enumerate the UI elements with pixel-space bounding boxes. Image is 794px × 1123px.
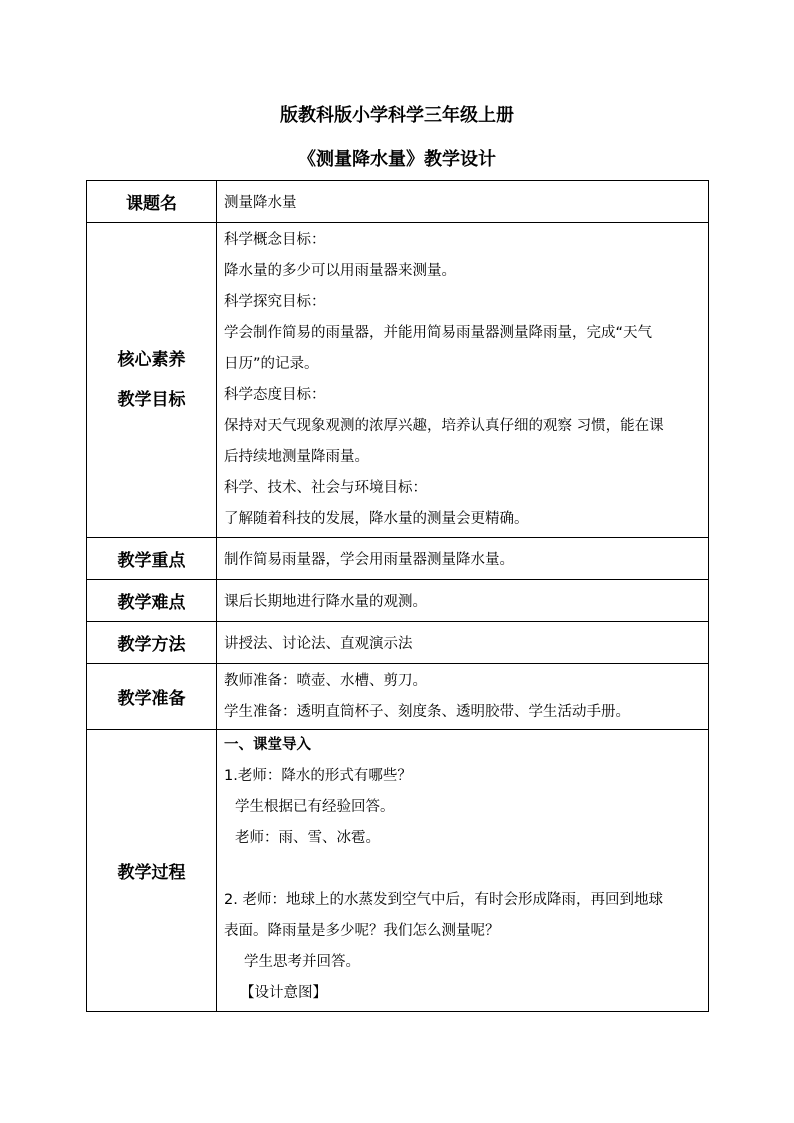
key-point-label: 教学重点 (87, 538, 217, 580)
process-line: 学生思考并回答。 (244, 954, 360, 970)
process-content (217, 730, 709, 1012)
goal-line: 保持对天气现象观测的浓厚兴趣，培养认真仔细的观察 习惯，能在课 (224, 418, 664, 434)
goal-line: 科学态度目标： (224, 387, 326, 403)
topic-value: 测量降水量 (217, 181, 709, 223)
lesson-plan-table (86, 180, 709, 1012)
goals-label-line1: 核心素养 (117, 350, 186, 370)
process-line: 学生根据已有经验回答。 (235, 799, 395, 815)
goal-line: 学会制作简易的雨量器，并能用简易雨量器测量降雨量，完成“天气 (224, 325, 653, 341)
goal-line: 科学探究目标： (224, 294, 326, 310)
topic-label: 课题名 (87, 181, 217, 223)
goal-line: 了解随着科技的发展，降水量的测量会更精确。 (224, 511, 529, 527)
method-value: 讲授法、讨论法、直观演示法 (217, 622, 709, 664)
table-row (87, 538, 709, 580)
difficulty-label: 教学难点 (87, 580, 217, 622)
key-point-value: 制作简易雨量器，学会用雨量器测量降水量。 (217, 538, 709, 580)
design-intent: 【设计意图】 (240, 985, 327, 1001)
table-row (87, 664, 709, 730)
table-row (87, 580, 709, 622)
document-subtitle: 《测量降水量》教学设计 (298, 149, 496, 170)
method-label: 教学方法 (87, 622, 217, 664)
document-title: 版教科版小学科学三年级上册 (280, 105, 514, 126)
process-heading: 一、课堂导入 (224, 737, 311, 753)
prep-content (217, 664, 709, 730)
table-row (87, 730, 709, 1012)
goal-line: 科学、技术、社会与环境目标： (224, 480, 427, 496)
student-prep: 学生准备：透明直筒杯子、刻度条、透明胶带、学生活动手册。 (224, 703, 630, 720)
goals-label (87, 223, 217, 538)
goal-line: 降水量的多少可以用雨量器来测量。 (224, 263, 456, 279)
goals-content (217, 223, 709, 538)
teacher-prep: 教师准备：喷壶、水槽、剪刀。 (224, 672, 427, 689)
process-label: 教学过程 (87, 730, 217, 1012)
process-line: 2. 老师：地球上的水蒸发到空气中后，有时会形成降雨，再回到地球 (224, 892, 663, 908)
goal-line: 后持续地测量降雨量。 (224, 449, 369, 465)
goal-line: 日历”的记录。 (224, 356, 319, 372)
process-line: 老师：雨、雪、冰雹。 (235, 830, 380, 846)
goal-line: 科学概念目标： (224, 232, 326, 248)
blank-line (224, 854, 702, 885)
goals-label-line2: 教学目标 (117, 390, 186, 410)
process-line: 表面。降雨量是多少呢？我们怎么测量呢？ (224, 923, 500, 939)
difficulty-value: 课后长期地进行降水量的观测。 (217, 580, 709, 622)
table-row (87, 181, 709, 223)
process-line: 1.老师：降水的形式有哪些？ (224, 768, 412, 784)
prep-label: 教学准备 (87, 664, 217, 730)
table-row (87, 223, 709, 538)
table-row (87, 622, 709, 664)
